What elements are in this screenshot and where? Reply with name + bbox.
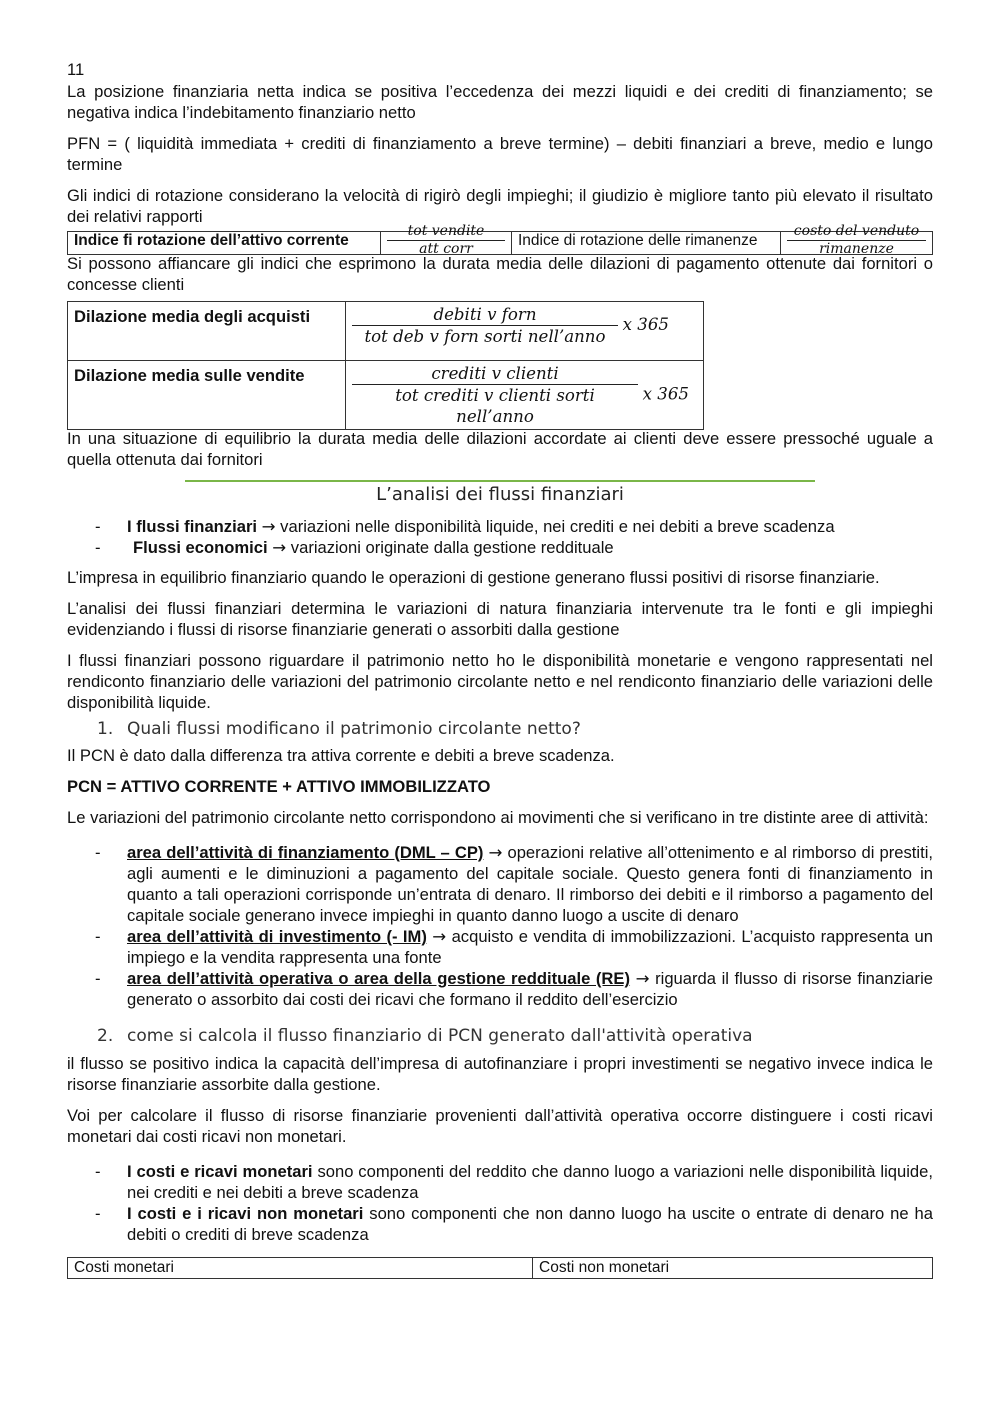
list-item: - I flussi finanziari → variazioni nelle disponibilità liquide, nei crediti e nei debiti a breve scadenza	[67, 516, 933, 537]
rotation-cell-rimanenze-label: Indice di rotazione delle rimanenze	[512, 232, 781, 255]
formula-numerator: tot vendite	[387, 222, 505, 241]
aree-list	[67, 842, 933, 1010]
formula-numerator: costo del venduto	[787, 222, 926, 241]
rotation-cell-attivo-label: Indice fi rotazione dell’attivo corrente	[68, 232, 381, 255]
costi-monetari-header: Costi monetari	[68, 1258, 533, 1279]
arrow-icon: →	[488, 843, 503, 862]
list-item: - I costi e i ricavi non monetari sono componenti che non danno luogo ha uscite o entrate di denaro ne ha debiti o crediti di breve scadenza	[67, 1203, 933, 1245]
formula-multiplier: x 365	[622, 314, 669, 334]
dilazioni-table	[67, 301, 704, 430]
paragraph-pcn-def: Il PCN è dato dalla differenza tra attiva corrente e debiti a breve scadenza.	[67, 746, 615, 765]
dilazione-vendite-formula	[346, 361, 704, 430]
paragraph-dilazioni-intro: Si possono affiancare gli indici che esprimono la durata media delle dilazioni di pagamento ottenute dai fornitori o concesse clienti	[67, 254, 933, 294]
rotation-cell-rimanenze-formula	[781, 223, 933, 257]
section-heading: L’analisi dei flussi finanziari	[376, 484, 624, 505]
formula-denominator: tot deb v forn sorti nell’anno	[364, 327, 606, 346]
costi-non-monetari-header: Costi non monetari	[533, 1258, 933, 1279]
dilazione-vendite-label: Dilazione media sulle vendite	[68, 361, 346, 430]
costi-list	[67, 1161, 933, 1245]
formula-multiplier: x 365	[642, 384, 689, 404]
paragraph-rotation-intro: Gli indici di rotazione considerano la velocità di rigirò degli impieghi; il giudizio è migliore tanto più elevato il risultato dei relativi rapporti	[67, 186, 933, 226]
paragraph-equilibrio: In una situazione di equilibrio la durata media delle dilazioni accordate ai clienti deve essere pressoché uguale a quella ottenuta dai fornitori	[67, 429, 933, 469]
paragraph-analisi-flussi: L’analisi dei flussi finanziari determina le variazioni di natura finanziaria intervenute tra le fonti e gli impieghi evidenziando i flussi di risorse finanziarie generati o assorbiti dalla gestione	[67, 599, 933, 639]
paragraph-pcn-formula: PCN = ATTIVO CORRENTE + ATTIVO IMMOBILIZZATO	[67, 777, 491, 796]
list-item: - area dell’attività di investimento (- IM) → acquisto e vendita di immobilizzazioni. L’acquisto rappresenta un impiego e la vendita rappresenta una fonte	[67, 926, 933, 968]
paragraph-flusso-segno: il flusso se positivo indica la capacità dell’impresa di autofinanziare i propri investimenti se negativo invece indica le risorse finanziarie assorbite dalla gestione.	[67, 1054, 933, 1094]
dilazione-acquisti-formula	[346, 302, 704, 361]
question-1: 1. Quali flussi modificano il patrimonio circolante netto?	[97, 719, 581, 739]
dilazione-acquisti-label: Dilazione media degli acquisti	[68, 302, 346, 361]
arrow-icon: →	[635, 969, 650, 988]
arrow-icon: →	[272, 538, 287, 557]
rotation-table	[67, 223, 933, 257]
arrow-icon: →	[261, 517, 276, 536]
paragraph-pfn-intro: La posizione finanziaria netta indica se positiva l’eccedenza dei mezzi liquidi e dei crediti di finanziamento; se negativa indica l’indebitamento finanziario netto	[67, 82, 933, 122]
costi-table	[67, 1257, 933, 1279]
paragraph-pfn-formula: PFN = ( liquidità immediata + crediti di finanziamento a breve termine) – debiti finanziari a breve, medio e lungo termine	[67, 134, 933, 174]
heading-rule	[185, 480, 815, 482]
question-2: 2. come si calcola il flusso finanziario di PCN generato dall'attività operativa	[97, 1026, 753, 1046]
formula-numerator: debiti v forn	[352, 304, 618, 326]
formula-denominator: att corr	[419, 241, 473, 257]
page-number: 11	[67, 60, 85, 79]
flussi-list	[67, 516, 933, 558]
list-item: - Flussi economici → variazioni originate dalla gestione reddituale	[67, 537, 933, 558]
formula-denominator: tot crediti v clienti sorti nell’anno	[395, 386, 595, 426]
list-item: - area dell’attività di finanziamento (DML – CP) → operazioni relative all’ottenimento e al rimborso di prestiti, agli aumenti e le diminuzioni a pagamento del capitale sociale. Questo genera fonti di finanziamento in quanto a tali operazioni corrisponde un’entrata di denaro. Il rimborso dei debiti e il rimborso a pagamento del capitale sociale generano invece impieghi in quanto danno luogo a uscite di denaro	[67, 842, 933, 926]
paragraph-costi-ricavi-intro: Voi per calcolare il flusso di risorse finanziarie provenienti dall’attività operativa occorre distinguere i costi ricavi monetari dai costi ricavi non monetari.	[67, 1106, 933, 1146]
list-item: - area dell’attività operativa o area della gestione reddituale (RE) → riguarda il flusso di risorse finanziarie generato o assorbito dai costi dei ricavi che formano il reddito dell’esercizio	[67, 968, 933, 1010]
list-item: - I costi e ricavi monetari sono componenti del reddito che danno luogo a variazioni nelle disponibilità liquide, nei crediti e nei debiti a breve scadenza	[67, 1161, 933, 1203]
arrow-icon: →	[432, 927, 447, 946]
page-body	[67, 60, 933, 1279]
paragraph-equilibrio-finanziario: L’impresa in equilibrio finanziario quando le operazioni di gestione generano flussi positivi di risorse finanziarie.	[67, 568, 880, 587]
rotation-cell-attivo-formula	[381, 223, 512, 257]
paragraph-rendiconto: I flussi finanziari possono riguardare il patrimonio netto ho le disponibilità monetarie e vengono rappresentati nel rendiconto finanziario delle variazioni del patrimonio circolante netto e nel rendiconto finanziario delle variazioni delle disponibilità liquide.	[67, 651, 933, 712]
formula-denominator: rimanenze	[819, 241, 894, 257]
formula-numerator: crediti v clienti	[352, 363, 638, 385]
paragraph-aree-intro: Le variazioni del patrimonio circolante netto corrispondono ai movimenti che si verificano in tre distinte aree di attività:	[67, 808, 929, 827]
